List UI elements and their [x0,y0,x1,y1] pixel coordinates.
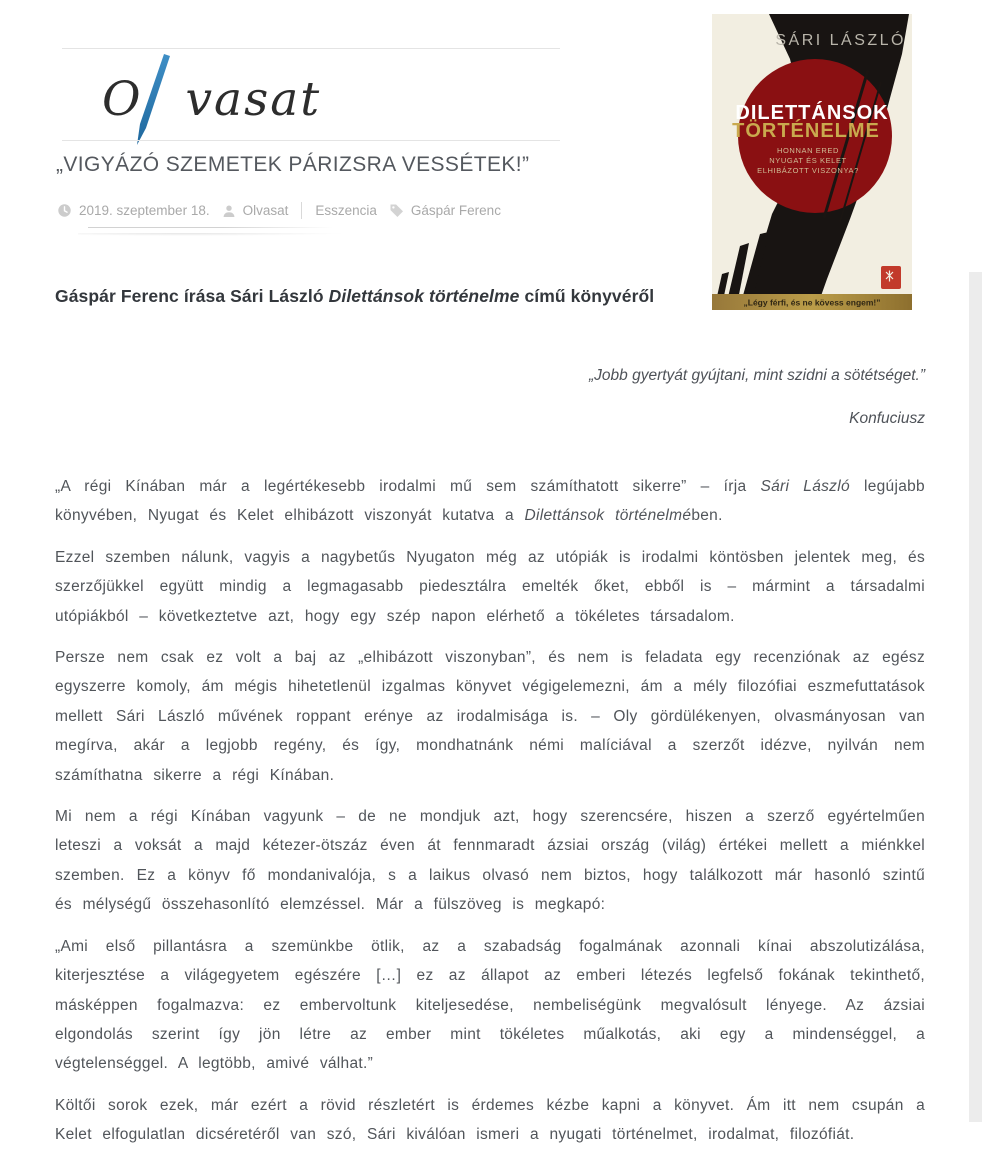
article-category-link[interactable]: Esszencia [315,203,377,218]
author-icon [222,204,236,218]
meta-divider-shadow [78,233,348,236]
cover-band-quote: „Légy férfi, és ne kövess engem!” [743,297,881,308]
cover-author: SÁRI LÁSZLÓ [775,32,906,49]
site-logo-rest: vasat [185,72,322,127]
article-paragraph: Költői sorok ezek, már ezért a rövid részletért is érdemes kézbe kapni a könyvet. Ám itt nem csupán a Kelet elfogulatlan dicséretéről van szó, Sári kiválóan ismeri a nyugati történelmet, irodalmat, filozófiát. [55,1096,925,1144]
article-paragraph: Mi nem a régi Kínában vagyunk – de ne mondjuk azt, hogy szerencsére, hiszen a szerző egyértelműen leteszi a voksát a majd kétezer-ötszáz éven át fennmaradt ázsiai ország (világ) értékei mellett a miénkkel szemben. Ez a könyv fő mondanivalója, s a laikus olvasó nem biztos, hogy találkozott már hasonló szintű és mélységű összehasonlító elemzéssel. Már a fülszöveg is megkapó: [55,808,925,914]
article-tag-link[interactable]: Gáspár Ferenc [410,203,501,218]
cover-title-line2: TÖRTÉNELME [732,120,880,142]
article-author-link[interactable]: Olvasat [242,203,289,218]
article-paragraph: „Ami első pillantásra a szemünkbe ötlik, az a szabadság fogalmának azonnali kínai abszolutizálása, kiterjesztése a világegyetem egészére […] ez az állapot az emberi létezés legfelső fokának tekinthető, másképpen fogalmazva: ez embervoltunk kiteljesedése, nembeliségünk megvalósult lényege. Az ázsiai elgondolás szerint így jön létre az ember mint tökéletes műalkotás, aki egy a mindenséggel, a végtelenséggel. A legtöbb, amivé válhat.” [55,937,925,1073]
cover-subtitle-line2: NYUGAT ÉS KELET [769,156,847,165]
article-meta [57,202,501,219]
meta-divider [88,227,333,228]
book-cover-image[interactable] [712,14,912,310]
article-heading: Gáspár Ferenc írása Sári László Dilettánsok történelme című könyvéről [55,286,655,306]
cover-title-line1: DILETTÁNSOK [735,102,889,124]
article-date: 2019. szeptember 18. [79,203,210,218]
header-bottom-divider [62,140,560,141]
epigraph-quote: „Jobb gyertyát gyújtani, mint szidni a sötétséget.” [589,367,925,384]
cover-subtitle-line1: HONNAN ERED [776,146,840,155]
site-logo[interactable] [102,62,321,138]
scrollbar-track[interactable] [969,272,982,1122]
page-title: „VIGYÁZÓ SZEMETEK PÁRIZSRA VESSÉTEK!” [56,153,530,176]
meta-separator [301,202,302,219]
cover-subtitle-line3: ELHIBÁZOTT VISZONYA? [757,166,859,175]
header-top-divider [62,48,560,49]
tag-icon [389,203,404,218]
article-paragraph: „A régi Kínában már a legértékesebb irodalmi mű sem számíthatott sikerre” – írja Sári László legújabb könyvében, Nyugat és Kelet elhibázott viszonyát kutatva a Dilettánsok történelmében. [55,478,925,525]
site-logo-letter-o: O [102,72,143,127]
pen-stroke-icon [133,54,171,146]
article-body [55,472,925,1162]
epigraph-author: Konfuciusz [849,410,925,427]
article-paragraph: Persze nem csak ez volt a baj az „elhibázott viszonyban”, és nem is feladata egy recenziónak az egész egyszerre komoly, ám mégis hihetetlenül izgalmas könyvet végigelemezni, ám a mély filozófiai eszmefuttatások mellett Sári László művének roppant erénye az irodalmisága is. – Oly gördülékenyen, olvasmányosan van megírva, akár a legjobb regény, és így, mondhatnánk némi malíciával a szerzőt idézve, nyilván nem számíthatna sikerre a régi Kínában. [55,649,925,784]
article-paragraph: Ezzel szemben nálunk, vagyis a nagybetűs Nyugaton még az utópiák is irodalmi köntösben jelentek meg, és szerzőjükkel együtt mindig a legmagasabb piedesztálra emelték őket, ebből is – mármint a társadalmi utópiákból – következtetve azt, hogy egy szép napon elérhető a tökéletes társadalom. [55,548,925,625]
book-cover-art [712,14,912,310]
clock-icon [57,203,72,218]
